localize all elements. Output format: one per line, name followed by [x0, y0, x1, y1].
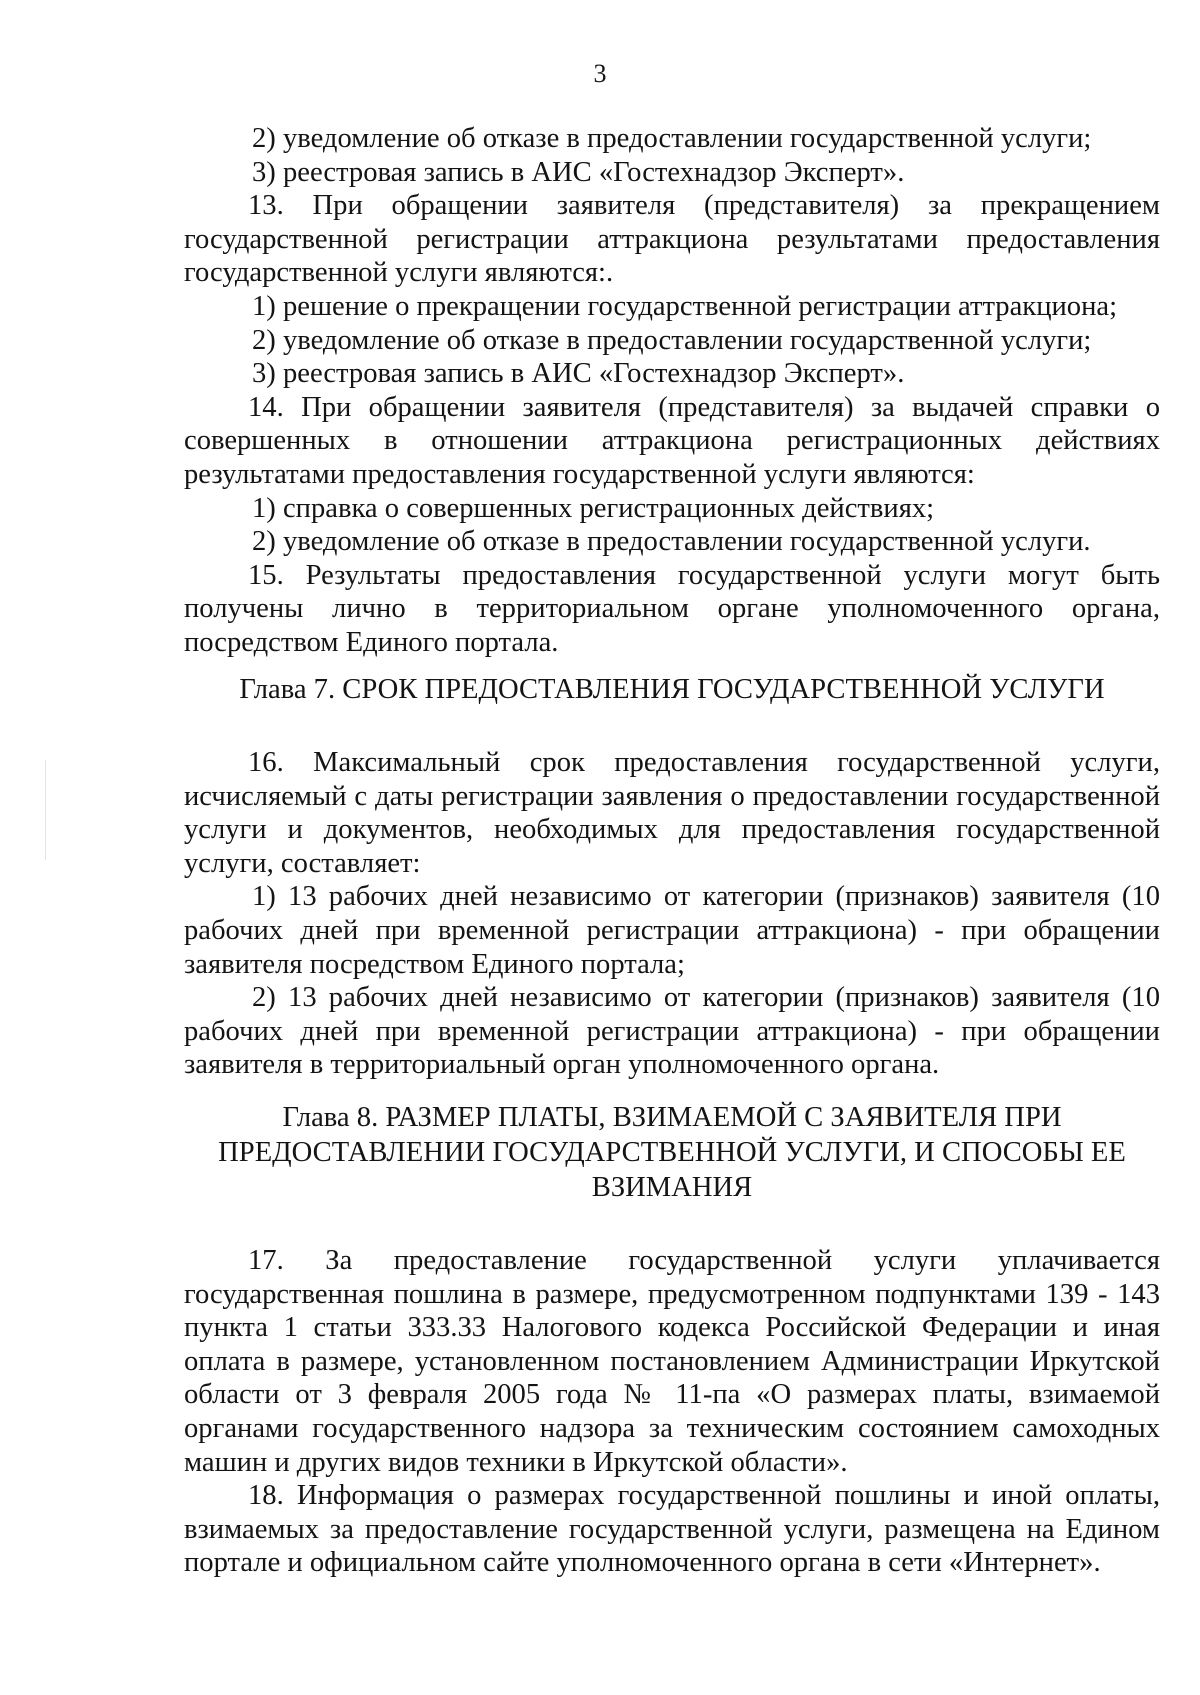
paragraph: 16. Максимальный срок предоставления государственной услуги, исчисляемый с даты регистрации заявления о предоставлении государственной услуги и документов, необходимых для предоставления государственной услуги, составляет: [184, 747, 1160, 879]
paragraph: 13. При обращении заявителя (представителя) за прекращением государственной регистрации аттракциона результатами предоставления государственной услуги являются:. [184, 190, 1160, 289]
paragraph: 3) реестровая запись в АИС «Гостехнадзор Эксперт». [252, 156, 905, 188]
paragraph: 1) решение о прекращении государственной регистрации аттракциона; [252, 290, 1118, 322]
paragraph: 2) уведомление об отказе в предоставлении государственной услуги. [252, 526, 1091, 558]
paragraph: 15. Результаты предоставления государственной услуги могут быть получены лично в территориальном органе уполномоченного органа, посредством Единого портала. [184, 559, 1160, 658]
chapter-7-heading [184, 672, 1160, 707]
paragraph: 3) реестровая запись в АИС «Гостехнадзор Эксперт». [252, 358, 905, 390]
paragraph: 18. Информация о размерах государственной пошлины и иной оплаты, взимаемых за предоставление государственной услуги, размещена на Едином портале и официальном сайте уполномоченного органа в сети «Интернет». [184, 1480, 1160, 1579]
scan-margin-mark [45, 760, 46, 860]
chapter-8-title-line-3: ВЗИМАНИЯ [591, 1172, 753, 1203]
paragraphs-block-2 [184, 746, 1160, 1082]
chapter-8-title-line-2: ПРЕДОСТАВЛЕНИИ ГОСУДАРСТВЕННОЙ УСЛУГИ, И СПОСОБЫ ЕЕ [218, 1137, 1126, 1168]
paragraph: 2) 13 рабочих дней независимо от категории (признаков) заявителя (10 рабочих дней при временной регистрации аттракциона) - при обращении заявителя в территориальный орган уполномоченного органа. [184, 982, 1160, 1081]
chapter-8-title-line-1: Глава 8. РАЗМЕР ПЛАТЫ, ВЗИМАЕМОЙ С ЗАЯВИТЕЛЯ ПРИ [282, 1102, 1062, 1133]
paragraph: 1) 13 рабочих дней независимо от категории (признаков) заявителя (10 рабочих дней при временной регистрации аттракциона) - при обращении заявителя посредством Единого портала; [184, 881, 1160, 980]
paragraph: 2) уведомление об отказе в предоставлении государственной услуги; [252, 324, 1092, 356]
page-number: 3 [593, 59, 607, 88]
paragraphs-block-3 [184, 1244, 1160, 1580]
paragraph: 17. За предоставление государственной услуги уплачивается государственная пошлина в размере, предусмотренном подпунктами 139 - 143 пункта 1 статьи 333.33 Налогового кодекса Российской Федерации и иная оплата в размере, установленном постановлением Администрации Иркутской области от 3 февраля 2005 года № 11-па «О размерах платы, взимаемой органами государственного надзора за техническим состоянием самоходных машин и других видов техники в Иркутской области». [184, 1245, 1160, 1478]
chapter-8-heading [184, 1100, 1160, 1205]
paragraphs-block-1 [184, 122, 1160, 660]
paragraph: 1) справка о совершенных регистрационных действиях; [252, 492, 935, 524]
chapter-7-title: Глава 7. СРОК ПРЕДОСТАВЛЕНИЯ ГОСУДАРСТВЕННОЙ УСЛУГИ [239, 674, 1105, 705]
paragraph: 2) уведомление об отказе в предоставлении государственной услуги; [252, 123, 1092, 154]
paragraph: 14. При обращении заявителя (представителя) за выдачей справки о совершенных в отношении аттракциона регистрационных действиях результатами предоставления государственной услуги являются: [184, 391, 1160, 490]
